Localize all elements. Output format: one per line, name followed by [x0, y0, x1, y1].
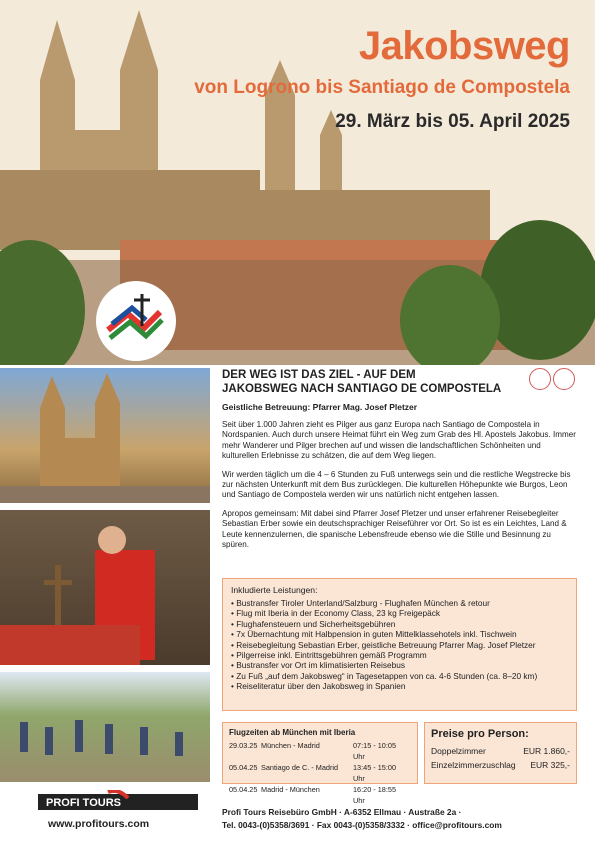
- list-item: • Bustransfer vor Ort im klimatisierten Reisebus: [231, 660, 405, 671]
- flight-times-box: [222, 722, 418, 805]
- table-row: 05.04.25 Santiago de C. - Madrid 13:45 - 15:00 Uhr: [229, 763, 397, 783]
- flights-heading: Flugzeiten ab München mit Iberia: [229, 728, 356, 737]
- price-row: Einzelzimmerzuschlag EUR 325,-: [431, 760, 570, 770]
- list-item: • 7x Übernachtung mit Halbpension in guten Mittelklassehotels inkl. Tischwein: [231, 629, 517, 640]
- headline-line2: JAKOBSWEG NACH SANTIAGO DE COMPOSTELA: [222, 383, 502, 395]
- hero-image: [0, 0, 595, 365]
- page-title: Jakobsweg: [358, 24, 570, 68]
- pilgrims-photo: [0, 672, 210, 782]
- list-item: • Pilgerreise inkl. Eintrittsgebühren gemäß Programm: [231, 650, 427, 661]
- jubilee-logo: [88, 280, 184, 362]
- travel-dates: 29. März bis 05. April 2025: [335, 111, 570, 132]
- svg-text:PROFI TOURS: PROFI TOURS: [46, 797, 121, 809]
- list-item: • Flughafensteuern und Sicherheitsgebühren: [231, 618, 396, 629]
- table-row: 05.04.25 Madrid - München 16:20 - 18:55 Uhr: [229, 785, 397, 805]
- included-services-box: [222, 578, 577, 711]
- prices-box: [424, 722, 577, 784]
- paragraph-2: Wir werden täglich um die 4 – 6 Stunden zu Fuß unterwegs sein und die restliche Wegstrecke bis zur nächsten Unterkunft mit dem Bus zurücklegen. Die kulturellen Höhepunkte wie Burgos, Leon und Santiago de Compostela werden wir uns natürlich nicht entgehen lassen.: [222, 469, 571, 500]
- contact-block: [222, 806, 502, 832]
- list-item: • Bustransfer Tiroler Unterland/Salzburg - Flughafen München & retour: [231, 598, 490, 608]
- price-row: Doppelzimmer EUR 1.860,-: [431, 746, 570, 756]
- page-subtitle: von Logrono bis Santiago de Compostela: [194, 77, 570, 98]
- included-heading: Inkludierte Leistungen:: [231, 585, 318, 595]
- profitours-logo: [38, 790, 198, 814]
- headline-line1: DER WEG IST DAS ZIEL - AUF DEM: [222, 369, 416, 381]
- list-item: • Zu Fuß „auf dem Jakobsweg“ in Tagesetappen von ca. 4-6 Stunden (ca. 8–20 km): [231, 670, 538, 681]
- list-item: • Reiseliteratur über den Jakobsweg in Spanien: [231, 681, 406, 692]
- website-link[interactable]: www.profitours.com: [48, 818, 150, 830]
- spiritual-guidance: Geistliche Betreuung: Pfarrer Mag. Josef Pletzer: [222, 402, 418, 412]
- list-item: • Flug mit Iberia in der Economy Class, 23 kg Freigepäck: [231, 608, 441, 619]
- table-row: 29.03.25 München - Madrid 07:15 - 10:05 Uhr: [229, 741, 397, 761]
- address: Profi Tours Reisebüro GmbH · A-6352 Ellmau · Austraße 2a ·: [222, 807, 462, 817]
- paragraph-3: Apropos gemeinsam: Mit dabei sind Pfarrer Josef Pletzer und unser erfahrener Reisebegleiter Sebastian Erber sowie ein deutschsprachiger Reiseführer vor Ort. So ist es ein Leichtes, Land & Leute kennenzulernen, die spanische Lebensfreude ebenso wie die Stille und Besinnung zu spüren.: [222, 508, 567, 550]
- mass-photo: [0, 510, 210, 665]
- paragraph-1: Seit über 1.000 Jahren zieht es Pilger aus ganz Europa nach Santiago de Compostela in Nordspanien. Auch durch unsere Heimat führt ein Weg zum Grab des Hl. Apostels Jakobus. Immer mehr Wanderer und Pilger brechen auf und wissen die landschaftlichen Schönheiten und kulturellen Erlebnisse zu schätzen, die auf dem Weg liegen.: [222, 420, 576, 461]
- phone-email: Tel. 0043-(0)5358/3691 · Fax 0043-(0)5358/3332 · office@profitours.com: [222, 820, 502, 830]
- list-item: • Reisebegleitung Sebastian Erber, geistliche Betreuung Pfarrer Mag. Josef Pletzer: [231, 639, 536, 650]
- prices-heading: Preise pro Person:: [431, 728, 529, 740]
- cathedral-photo: [0, 368, 210, 503]
